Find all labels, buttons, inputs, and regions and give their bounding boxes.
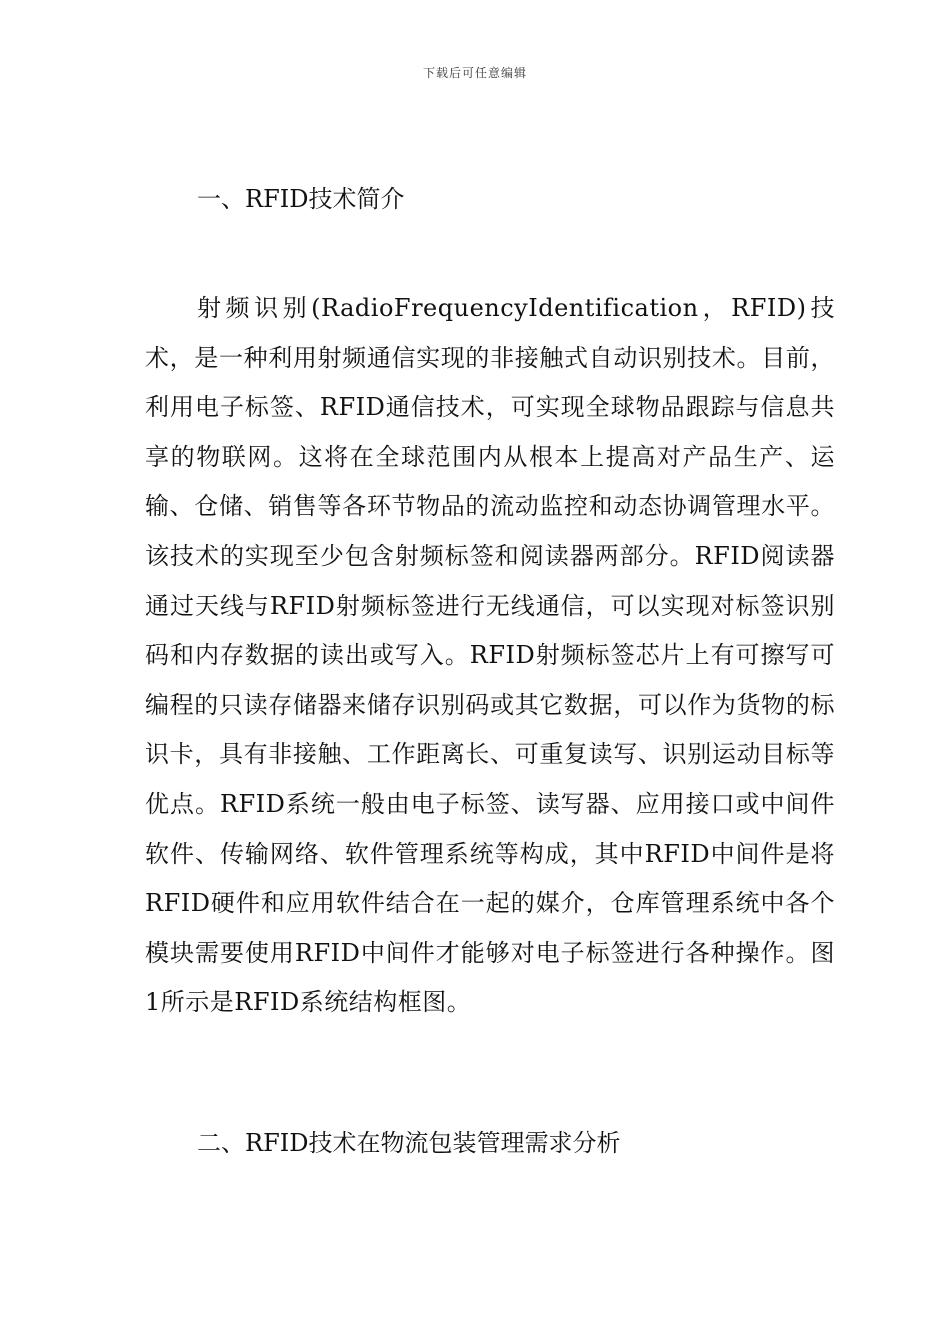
section-heading-2: 二、RFID技术在物流包装管理需求分析 xyxy=(197,1129,621,1157)
body-paragraph: 射频识别(RadioFrequencyIdentification，RFID)技术，是一种利用射频通信实现的非接触式自动识别技术。目前，利用电子标签、RFID通信技术，可实现全球物品跟踪与信息共享的物联网。这将在全球范围内从根本上提高对产品生产、运输、仓储、销售等各环节物品的流动监控和动态协调管理水平。该技术的实现至少包含射频标签和阅读器两部分。RFID阅读器通过天线与RFID射频标签进行无线通信，可以实现对标签识别码和内存数据的读出或写入。RFID射频标签芯片上有可擦写可编程的只读存储器来储存识别码或其它数据，可以作为货物的标识卡，具有非接触、工作距离长、可重复读写、识别运动目标等优点。RFID系统一般由电子标签、读写器、应用接口或中间件软件、传输网络、软件管理系统等构成，其中RFID中间件是将RFID硬件和应用软件结合在一起的媒介，仓库管理系统中各个模块需要使用RFID中间件才能够对电子标签进行各种操作。图1所示是RFID系统结构框图。 xyxy=(145,294,835,1017)
page-header: 下载后可任意编辑 xyxy=(422,66,527,80)
section-heading-1: 一、RFID技术简介 xyxy=(197,185,405,213)
